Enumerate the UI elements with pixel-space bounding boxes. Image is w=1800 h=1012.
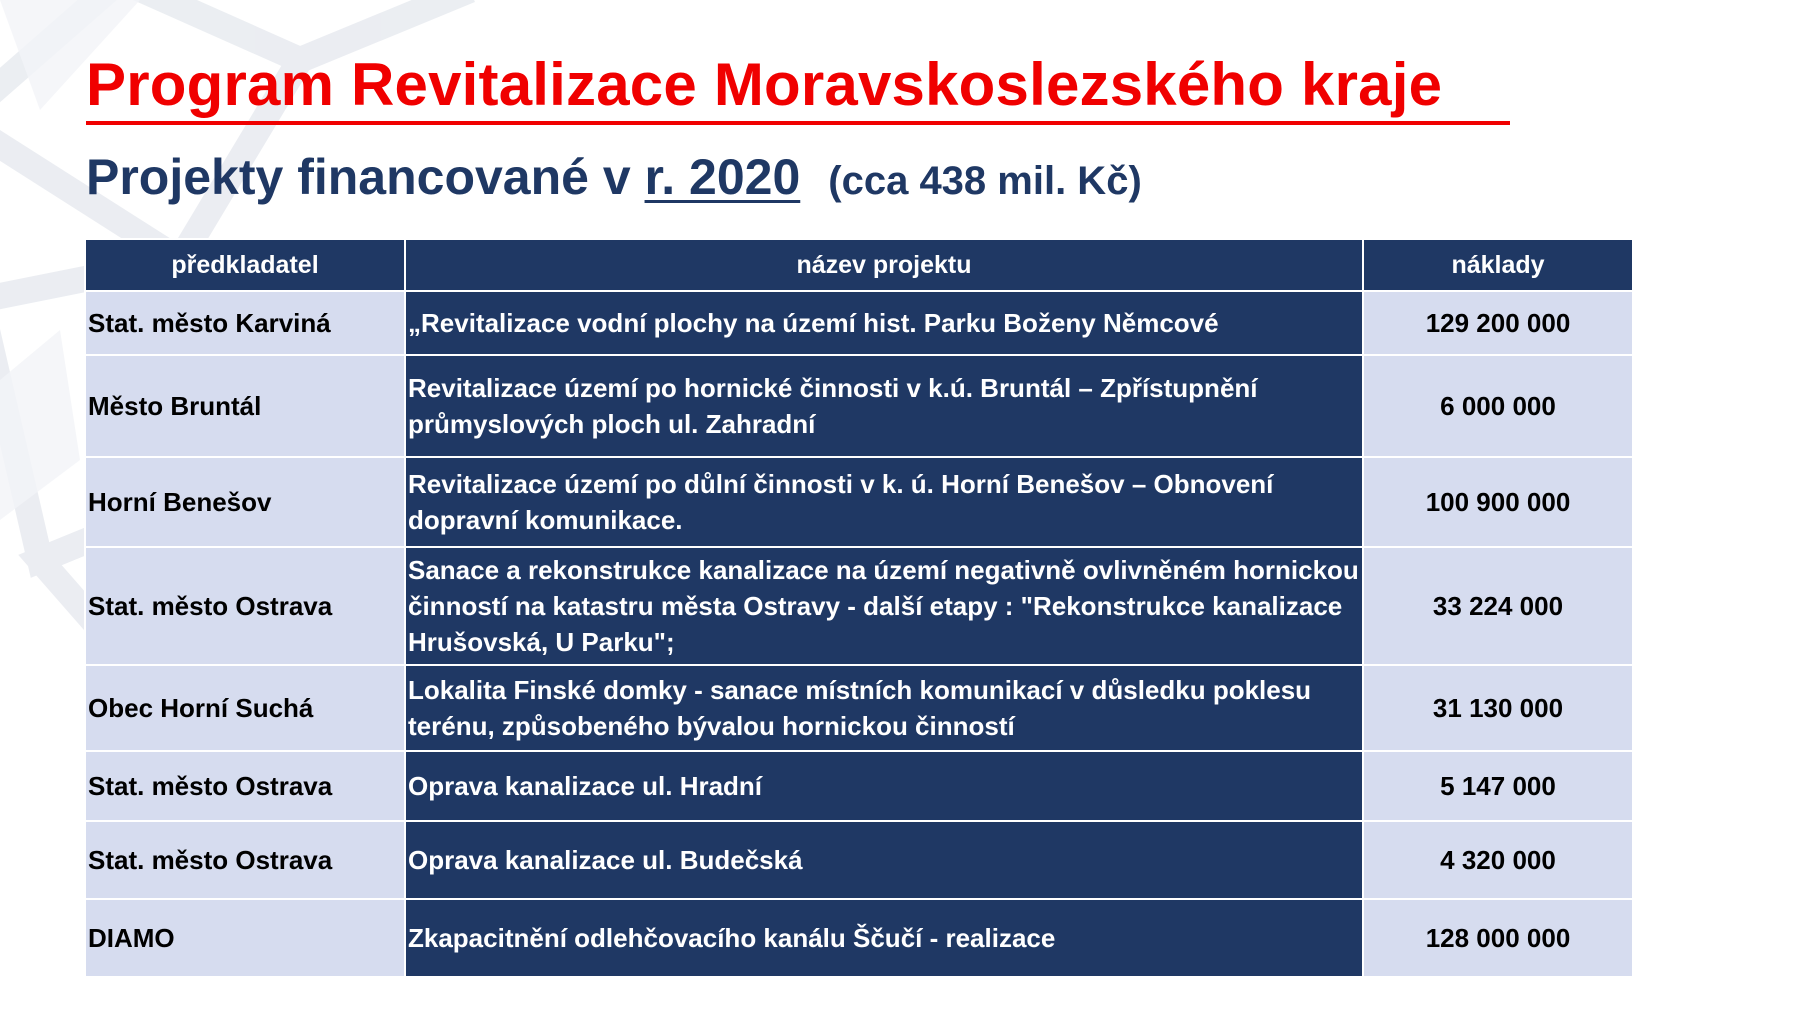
subtitle-text: Projekty financované v <box>86 149 645 205</box>
cell-applicant: Horní Benešov <box>85 457 405 547</box>
cell-project: Oprava kanalizace ul. Budečská <box>405 821 1363 899</box>
cell-cost: 4 320 000 <box>1363 821 1633 899</box>
table-row <box>85 457 1633 547</box>
header-applicant: předkladatel <box>85 239 405 291</box>
cell-applicant: Stat. město Ostrava <box>85 821 405 899</box>
title-underline <box>86 121 1510 125</box>
table-row <box>85 547 1633 665</box>
cell-cost: 100 900 000 <box>1363 457 1633 547</box>
cell-cost: 33 224 000 <box>1363 547 1633 665</box>
cell-cost: 5 147 000 <box>1363 751 1633 821</box>
cell-applicant: Obec Horní Suchá <box>85 665 405 751</box>
cell-cost: 31 130 000 <box>1363 665 1633 751</box>
cell-project: Lokalita Finské domky - sanace místních komunikací v důsledku poklesu terénu, způsobeného bývalou hornickou činností <box>405 665 1363 751</box>
table-row <box>85 821 1633 899</box>
table-row <box>85 899 1633 977</box>
header-cost: náklady <box>1363 239 1633 291</box>
header-project: název projektu <box>405 239 1363 291</box>
subtitle-total: (cca 438 mil. Kč) <box>828 159 1142 203</box>
table-row <box>85 291 1633 355</box>
cell-cost: 129 200 000 <box>1363 291 1633 355</box>
cell-project: Zkapacitnění odlehčovacího kanálu Ščučí - realizace <box>405 899 1363 977</box>
table-row <box>85 665 1633 751</box>
cell-cost: 128 000 000 <box>1363 899 1633 977</box>
cell-applicant: DIAMO <box>85 899 405 977</box>
table-row <box>85 355 1633 457</box>
cell-project: Sanace a rekonstrukce kanalizace na území negativně ovlivněném hornickou činností na katastru města Ostravy - další etapy : "Rekonstrukce kanalizace Hrušovská, U Parku"; <box>405 547 1363 665</box>
slide-subtitle <box>86 148 1142 206</box>
cell-applicant: Stat. město Ostrava <box>85 547 405 665</box>
cell-project: „Revitalizace vodní plochy na území hist. Parku Boženy Němcové <box>405 291 1363 355</box>
subtitle-year: r. 2020 <box>644 149 801 205</box>
table-header-row <box>85 239 1633 291</box>
table-row <box>85 751 1633 821</box>
projects-table <box>84 238 1634 978</box>
cell-project: Revitalizace území po důlní činnosti v k. ú. Horní Benešov – Obnovení dopravní komunikace. <box>405 457 1363 547</box>
cell-applicant: Město Bruntál <box>85 355 405 457</box>
cell-applicant: Stat. město Karviná <box>85 291 405 355</box>
slide-title: Program Revitalizace Moravskoslezského kraje <box>86 51 1443 118</box>
cell-applicant: Stat. město Ostrava <box>85 751 405 821</box>
cell-project: Revitalizace území po hornické činnosti v k.ú. Bruntál – Zpřístupnění průmyslových ploch ul. Zahradní <box>405 355 1363 457</box>
cell-cost: 6 000 000 <box>1363 355 1633 457</box>
cell-project: Oprava kanalizace ul. Hradní <box>405 751 1363 821</box>
